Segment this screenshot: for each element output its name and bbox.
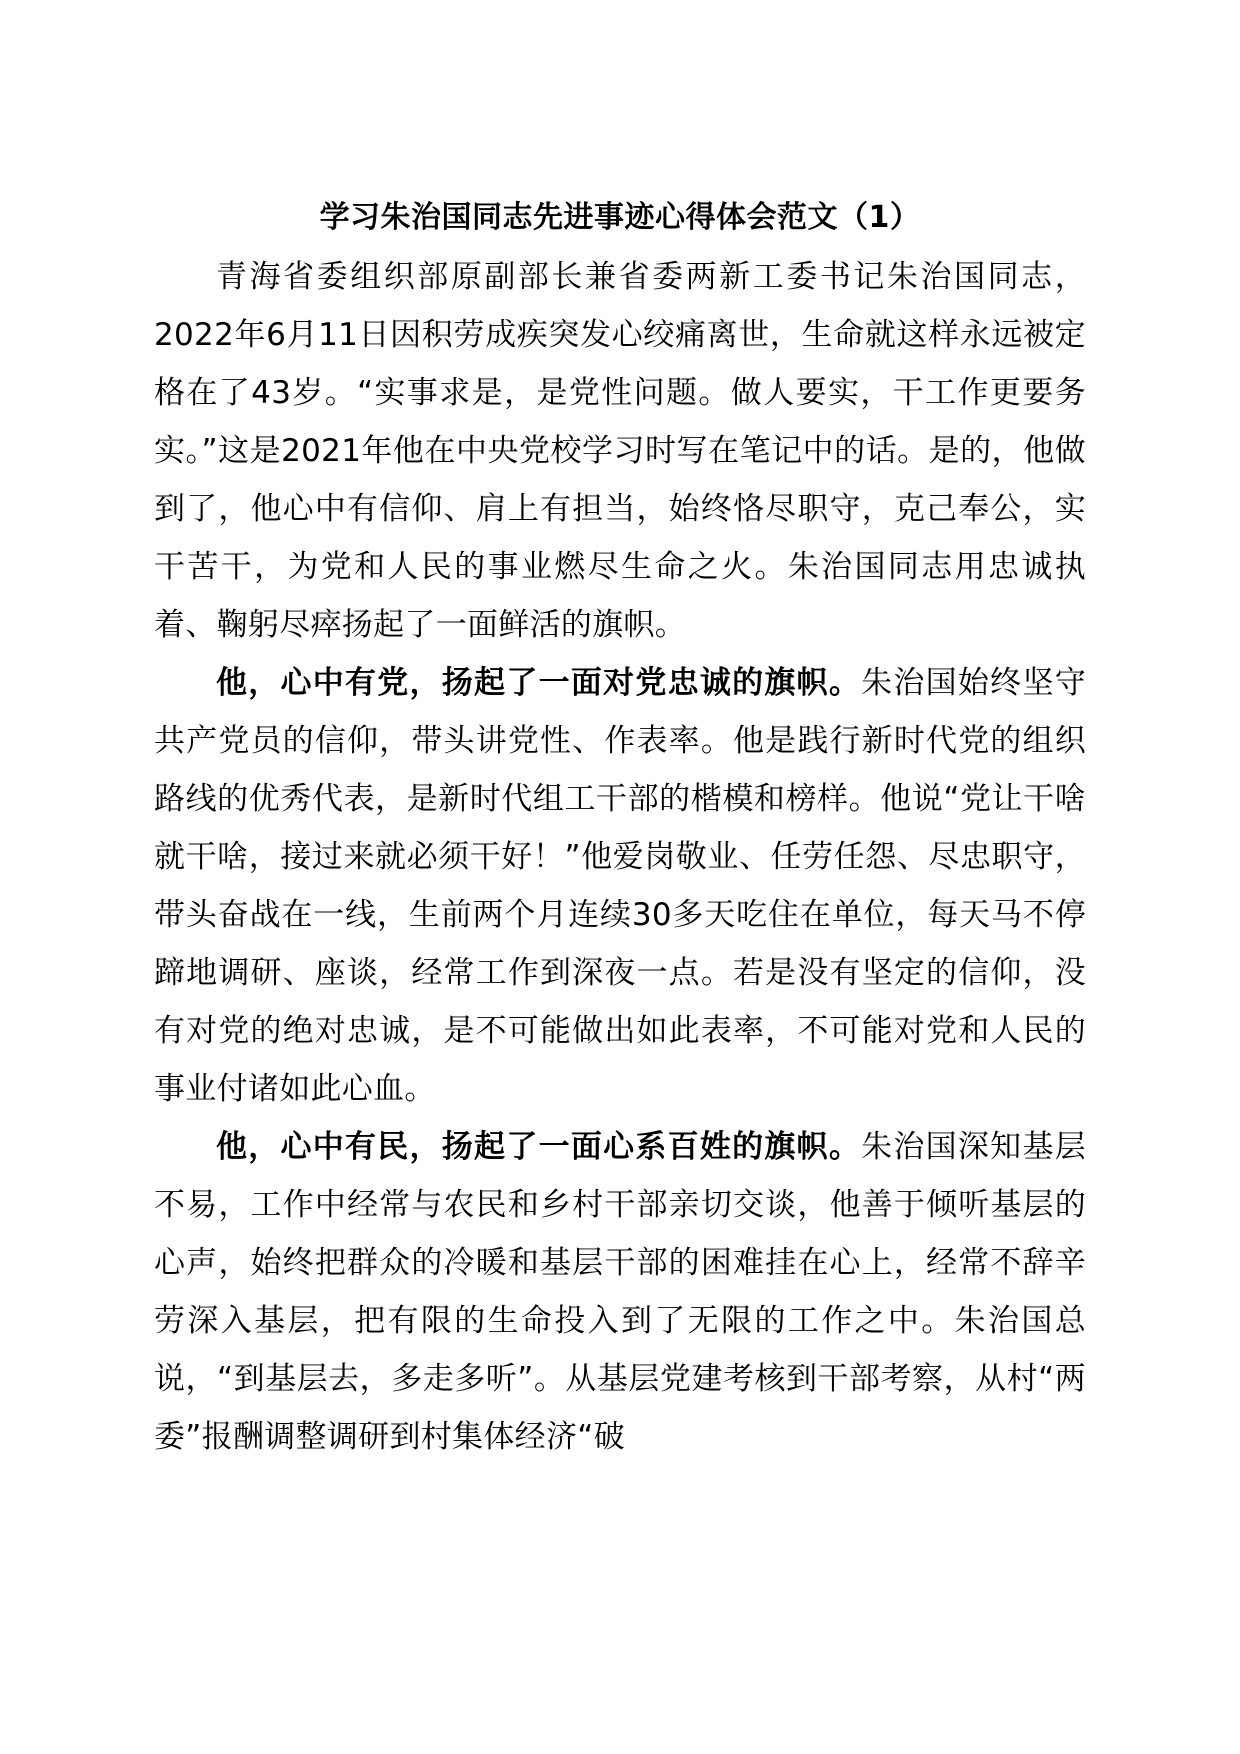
paragraph-3 (154, 1118, 1086, 1466)
document-title: 学习朱治国同志先进事迹心得体会范文（1） (319, 200, 921, 235)
paragraph-3-lead: 他，心中有民，扬起了一面心系百姓的旗帜。 (216, 1129, 862, 1165)
document-page (154, 188, 1086, 1466)
paragraph-2-lead: 他，心中有党，扬起了一面对党忠诚的旗帜。 (216, 665, 862, 701)
paragraph-1 (154, 248, 1086, 654)
paragraph-2-text: 朱治国始终坚守共产党员的信仰，带头讲党性、作表率。他是践行新时代党的组织路线的优秀代表，是新时代组工干部的楷模和榜样。他说“党让干啥就干啥，接过来就必须干好！”他爱岗敬业、任劳任怨、尽忠职守，带头奋战在一线，生前两个月连续30多天吃住在单位，每天马不停蹄地调研、座谈，经常工作到深夜一点。若是没有坚定的信仰，没有对党的绝对忠诚，是不可能做出如此表率，不可能对党和人民的事业付诸如此心血。 (154, 665, 1086, 1107)
paragraph-3-text: 朱治国深知基层不易，工作中经常与农民和乡村干部亲切交谈，他善于倾听基层的心声，始终把群众的冷暖和基层干部的困难挂在心上，经常不辞辛劳深入基层，把有限的生命投入到了无限的工作之中。朱治国总说，“到基层去，多走多听”。从基层党建考核到干部考察，从村“两委”报酬调整调研到村集体经济“破 (154, 1129, 1086, 1455)
paragraph-1-text: 青海省委组织部原副部长兼省委两新工委书记朱治国同志，2022年6月11日因积劳成疾突发心绞痛离世，生命就这样永远被定格在了43岁。“实事求是，是党性问题。做人要实，干工作更要务实。”这是2021年他在中央党校学习时写在笔记中的话。是的，他做到了，他心中有信仰、肩上有担当，始终恪尽职守，克己奉公，实干苦干，为党和人民的事业燃尽生命之火。朱治国同志用忠诚执着、鞠躬尽瘁扬起了一面鲜活的旗帜。 (154, 259, 1086, 643)
paragraph-2 (154, 654, 1086, 1118)
